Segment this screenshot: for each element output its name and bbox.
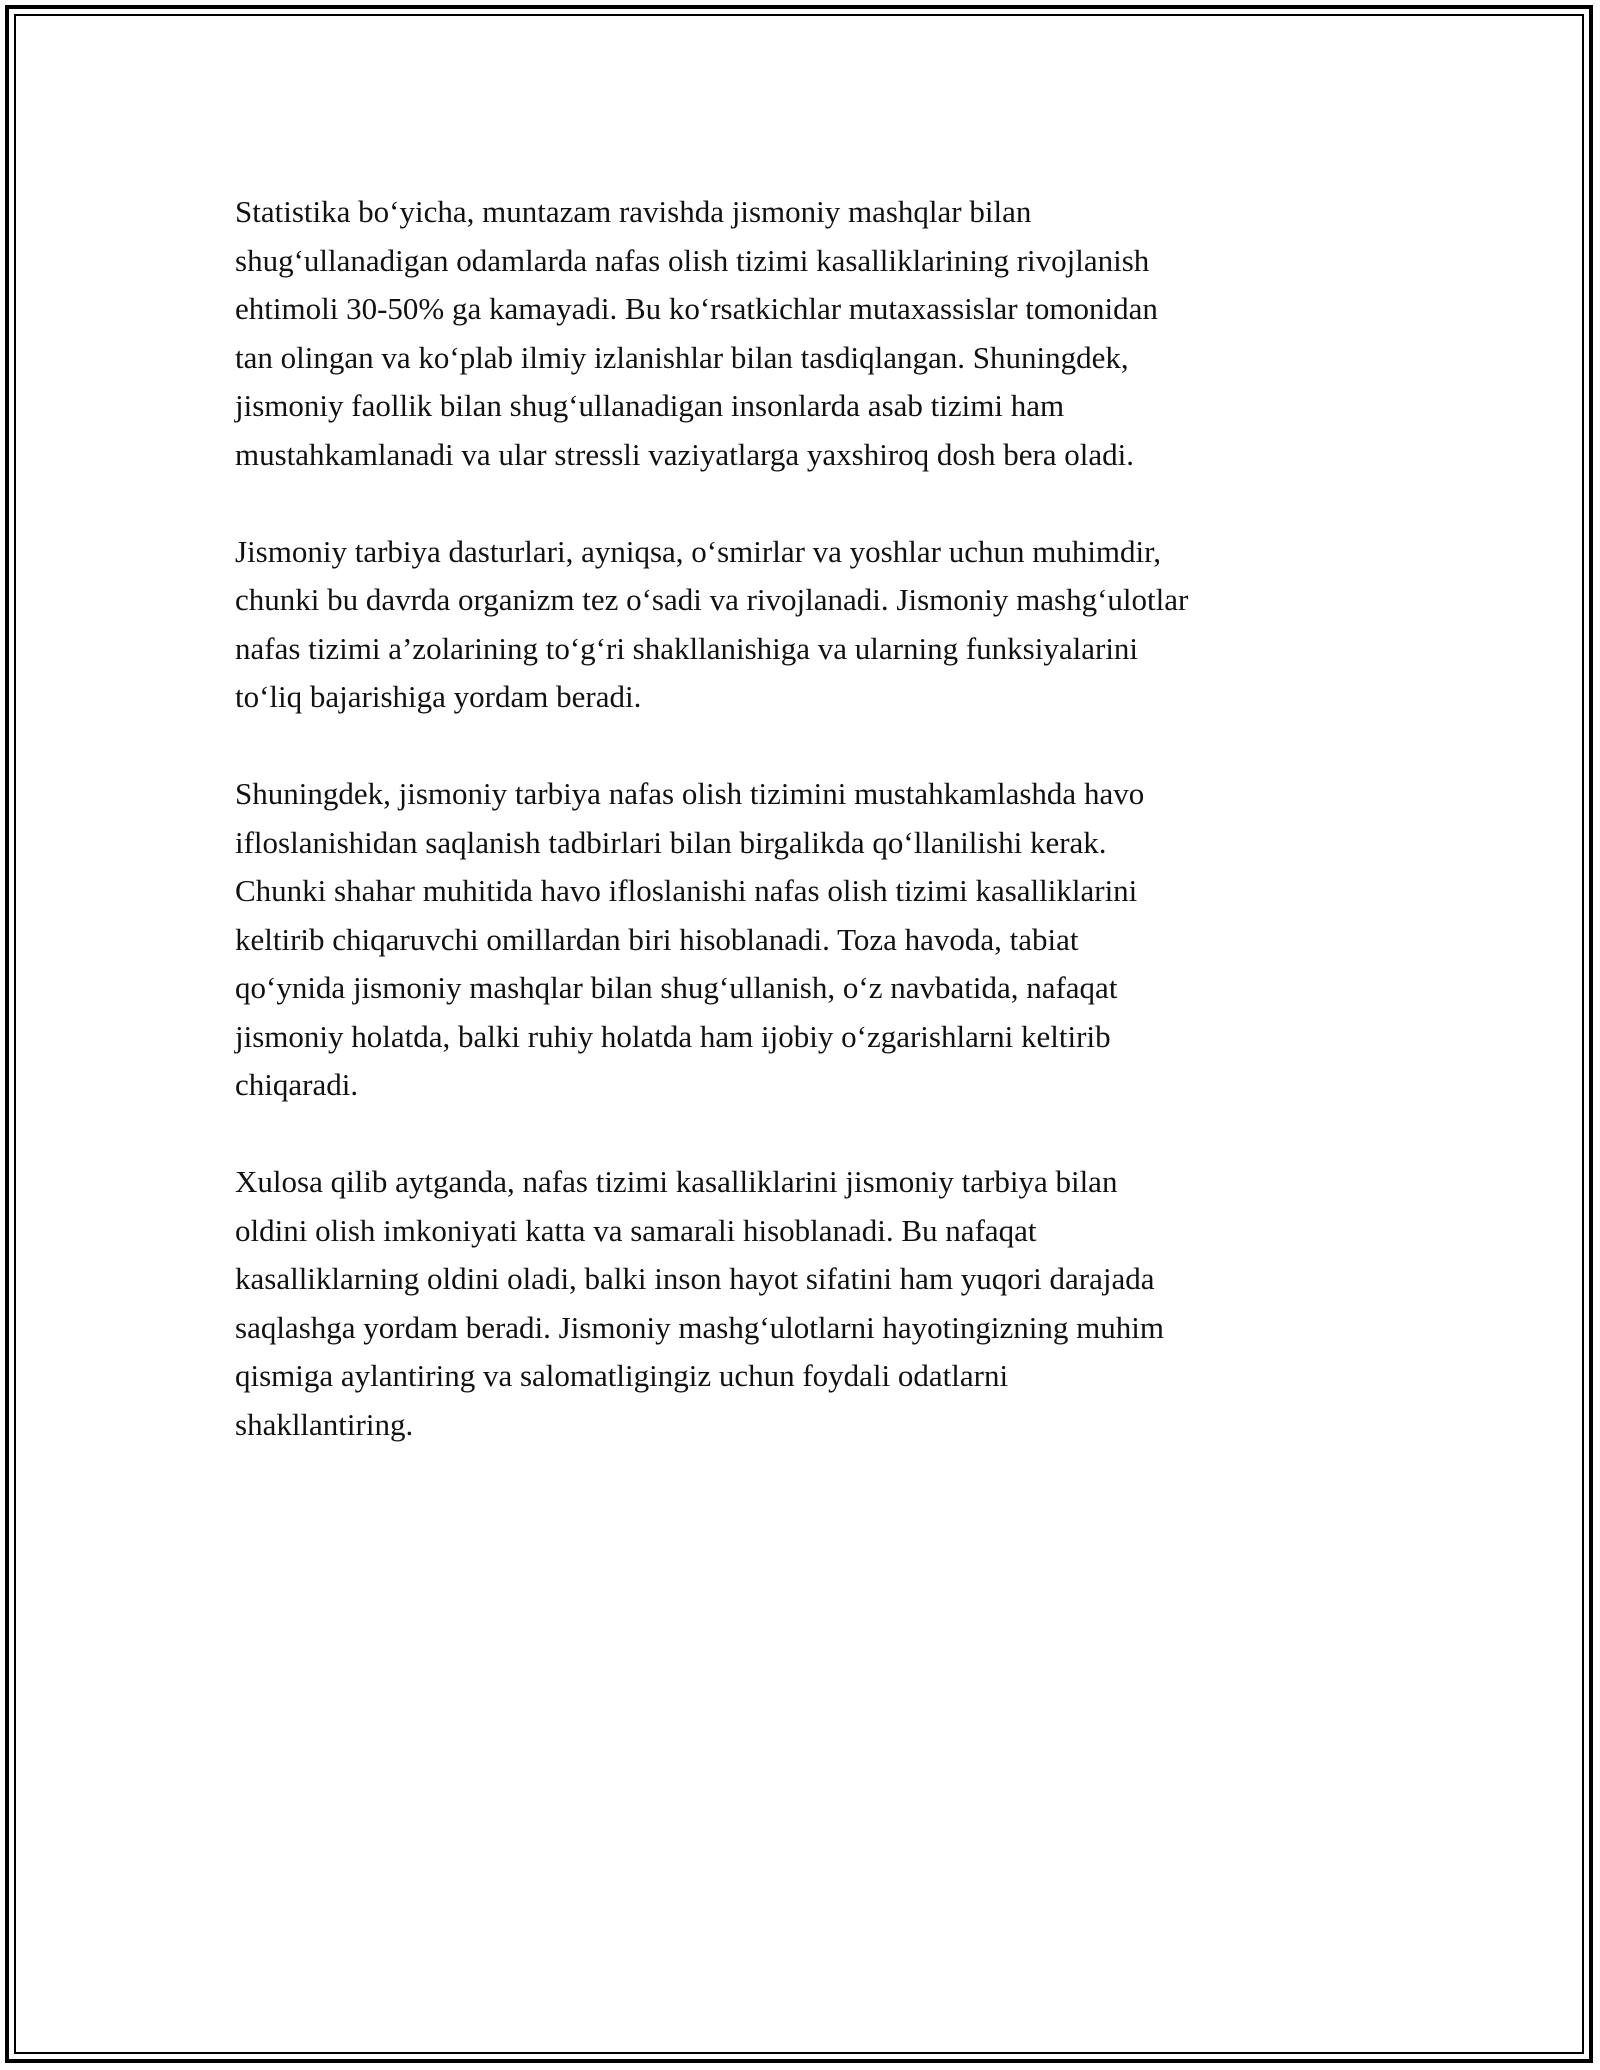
paragraph-youth-programs: Jismoniy tarbiya dasturlari, ayniqsa, o‘smirlar va yoshlar uchun muhimdir, chunki bu davrda organizm tez o‘sadi va rivojlanadi. Jismoniy mashg‘ulotlar nafas tizimi a’zolarining to‘g‘ri shakllanishiga va ularning funksiyalarini to‘liq bajarishiga yordam beradi. xyxy=(235,533,1189,714)
paragraph-statistics: Statistika bo‘yicha, muntazam ravishda jismoniy mashqlar bilan shug‘ullanadigan odamlarda nafas olish tizimi kasalliklarining rivojlanish ehtimoli 30-50% ga kamayadi. Bu ko‘rsatkichlar mutaxassislar tomonidan tan olingan va ko‘plab ilmiy izlanishlar bilan tasdiqlangan. Shuningdek, jismoniy faollik bilan shug‘ullanadigan insonlarda asab tizimi ham mustahkamlanadi va ular stressli vaziyatlarga yaxshiroq dosh bera oladi. xyxy=(235,194,1158,472)
paragraph-air-pollution: Shuningdek, jismoniy tarbiya nafas olish tizimini mustahkamlashda havo ifloslanishidan saqlanish tadbirlari bilan birgalikda qo‘llanilishi kerak. Chunki shahar muhitida havo ifloslanishi nafas olish tizimi kasalliklarini keltirib chiqaruvchi omillardan biri hisoblanadi. Toza havoda, tabiat qo‘ynida jismoniy mashqlar bilan shug‘ullanish, o‘z navbatida, nafaqat jismoniy holatda, balki ruhiy holatda ham ijobiy o‘zgarishlarni keltirib chiqaradi. xyxy=(235,776,1145,1102)
paragraph-conclusion: Xulosa qilib aytganda, nafas tizimi kasalliklarini jismoniy tarbiya bilan oldini olish imkoniyati katta va samarali hisoblanadi. Bu nafaqat kasalliklarning oldini oladi, balki inson hayot sifatini ham yuqori darajada saqlashga yordam beradi. Jismoniy mashg‘ulotlarni hayotingizning muhim qismiga aylantiring va salomatligingiz uchun foydali odatlarni shakllantiring. xyxy=(235,1164,1164,1442)
document-body xyxy=(235,188,1385,1498)
